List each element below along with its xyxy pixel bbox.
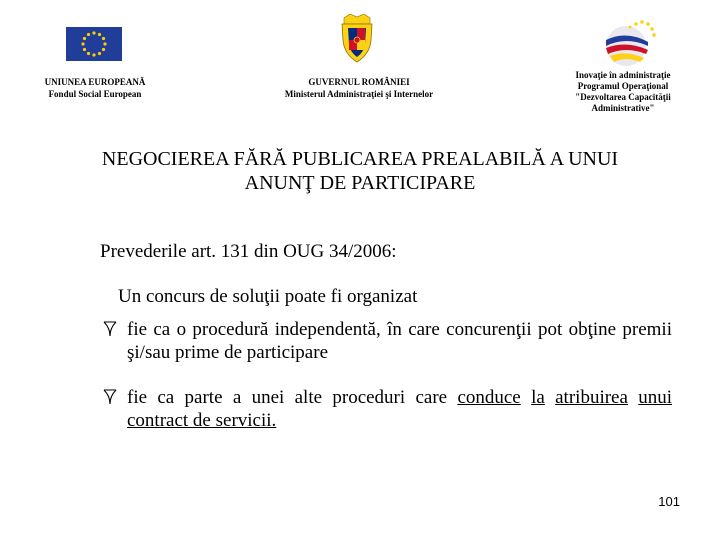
eu-star bbox=[81, 42, 84, 45]
list-item: fie ca o procedură independentă, în care concurenţii pot obţine premii şi/sau prime de participare bbox=[102, 318, 672, 364]
eu-star bbox=[98, 33, 101, 36]
intro-text: Prevederile art. 131 din OUG 34/2006: bbox=[100, 241, 397, 262]
eu-star bbox=[102, 48, 105, 51]
eu-star bbox=[87, 33, 90, 36]
eu-star bbox=[92, 53, 95, 56]
slide-title: NEGOCIEREA FĂRĂ PUBLICAREA PREALABILĂ A UNUI ANUNŢ DE PARTICIPARE bbox=[101, 148, 619, 194]
eu-star bbox=[92, 31, 95, 34]
government-label: GUVERNUL ROMÂNIEI Ministerul Administraţiei şi Internelor bbox=[284, 77, 434, 99]
eu-star bbox=[102, 37, 105, 40]
list-item: fie ca parte a unei alte proceduri care conduce la atribuirea unui contract de servicii. bbox=[102, 386, 672, 432]
eu-star bbox=[98, 52, 101, 55]
eu-label: UNIUNEA EUROPEANĂ Fondul Social European bbox=[44, 77, 146, 99]
eu-star bbox=[87, 52, 90, 55]
eu-star bbox=[83, 48, 86, 51]
bullet-icon bbox=[102, 388, 118, 406]
eu-star bbox=[83, 37, 86, 40]
page-number: 101 bbox=[658, 494, 680, 509]
romania-coat-of-arms-icon bbox=[340, 14, 374, 64]
bullet-icon bbox=[102, 320, 118, 338]
eu-flag-icon bbox=[66, 27, 122, 61]
pocadm-logo-icon bbox=[598, 16, 660, 68]
lead-text: Un concurs de soluţii poate fi organizat bbox=[118, 286, 418, 307]
program-label: Inovaţie în administraţie Programul Operaţional "Dezvoltarea Capacităţii Administrative" bbox=[575, 70, 671, 113]
eu-star bbox=[103, 42, 106, 45]
